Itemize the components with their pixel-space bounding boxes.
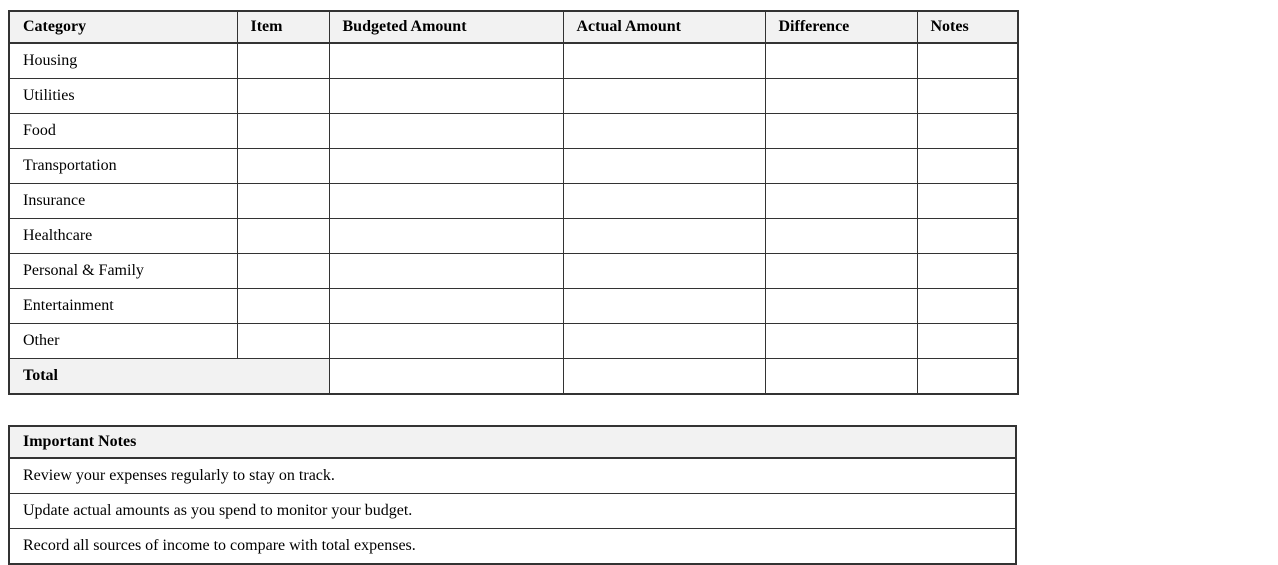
total-notes-cell[interactable] <box>917 359 1018 395</box>
important-notes-table <box>8 425 1017 565</box>
note-text: Update actual amounts as you spend to monitor your budget. <box>9 494 1016 529</box>
actual-amount-cell[interactable] <box>563 79 765 114</box>
item-cell[interactable] <box>237 324 329 359</box>
difference-cell[interactable] <box>765 149 917 184</box>
difference-cell[interactable] <box>765 114 917 149</box>
item-cell[interactable] <box>237 79 329 114</box>
actual-amount-cell[interactable] <box>563 219 765 254</box>
column-header-item: Item <box>237 11 329 43</box>
budgeted-amount-cell[interactable] <box>329 43 563 79</box>
item-cell[interactable] <box>237 289 329 324</box>
notes-cell[interactable] <box>917 324 1018 359</box>
budget-row-utilities <box>9 79 1018 114</box>
notes-cell[interactable] <box>917 219 1018 254</box>
note-row <box>9 458 1016 494</box>
column-header-category: Category <box>9 11 237 43</box>
budget-table <box>8 10 1019 395</box>
budget-row-personal-family <box>9 254 1018 289</box>
item-cell[interactable] <box>237 184 329 219</box>
actual-amount-cell[interactable] <box>563 114 765 149</box>
item-cell[interactable] <box>237 43 329 79</box>
category-cell: Healthcare <box>9 219 237 254</box>
notes-cell[interactable] <box>917 184 1018 219</box>
total-label-cell: Total <box>9 359 329 395</box>
category-cell: Insurance <box>9 184 237 219</box>
total-difference-cell[interactable] <box>765 359 917 395</box>
budgeted-amount-cell[interactable] <box>329 254 563 289</box>
item-cell[interactable] <box>237 149 329 184</box>
budget-header-row <box>9 11 1018 43</box>
actual-amount-cell[interactable] <box>563 43 765 79</box>
column-header-notes: Notes <box>917 11 1018 43</box>
category-cell: Food <box>9 114 237 149</box>
document-page <box>8 10 1017 565</box>
note-text: Review your expenses regularly to stay on track. <box>9 458 1016 494</box>
difference-cell[interactable] <box>765 184 917 219</box>
difference-cell[interactable] <box>765 219 917 254</box>
category-cell: Entertainment <box>9 289 237 324</box>
total-actual-amount-cell[interactable] <box>563 359 765 395</box>
item-cell[interactable] <box>237 254 329 289</box>
notes-cell[interactable] <box>917 114 1018 149</box>
budget-row-entertainment <box>9 289 1018 324</box>
actual-amount-cell[interactable] <box>563 184 765 219</box>
difference-cell[interactable] <box>765 43 917 79</box>
budgeted-amount-cell[interactable] <box>329 184 563 219</box>
notes-cell[interactable] <box>917 79 1018 114</box>
budget-row-other <box>9 324 1018 359</box>
notes-header-row <box>9 426 1016 458</box>
note-row <box>9 529 1016 565</box>
budgeted-amount-cell[interactable] <box>329 79 563 114</box>
notes-cell[interactable] <box>917 254 1018 289</box>
category-cell: Transportation <box>9 149 237 184</box>
difference-cell[interactable] <box>765 79 917 114</box>
category-cell: Utilities <box>9 79 237 114</box>
notes-header: Important Notes <box>9 426 1016 458</box>
budget-row-transportation <box>9 149 1018 184</box>
actual-amount-cell[interactable] <box>563 149 765 184</box>
budget-row-insurance <box>9 184 1018 219</box>
difference-cell[interactable] <box>765 289 917 324</box>
note-row <box>9 494 1016 529</box>
actual-amount-cell[interactable] <box>563 289 765 324</box>
category-cell: Housing <box>9 43 237 79</box>
budgeted-amount-cell[interactable] <box>329 114 563 149</box>
budget-row-food <box>9 114 1018 149</box>
budgeted-amount-cell[interactable] <box>329 219 563 254</box>
item-cell[interactable] <box>237 219 329 254</box>
column-header-actual-amount: Actual Amount <box>563 11 765 43</box>
column-header-difference: Difference <box>765 11 917 43</box>
notes-cell[interactable] <box>917 289 1018 324</box>
budget-total-row <box>9 359 1018 395</box>
budgeted-amount-cell[interactable] <box>329 149 563 184</box>
column-header-budgeted-amount: Budgeted Amount <box>329 11 563 43</box>
notes-cell[interactable] <box>917 43 1018 79</box>
budgeted-amount-cell[interactable] <box>329 324 563 359</box>
difference-cell[interactable] <box>765 254 917 289</box>
actual-amount-cell[interactable] <box>563 324 765 359</box>
category-cell: Personal & Family <box>9 254 237 289</box>
budgeted-amount-cell[interactable] <box>329 289 563 324</box>
budget-row-healthcare <box>9 219 1018 254</box>
item-cell[interactable] <box>237 114 329 149</box>
notes-cell[interactable] <box>917 149 1018 184</box>
category-cell: Other <box>9 324 237 359</box>
budget-row-housing <box>9 43 1018 79</box>
total-budgeted-amount-cell[interactable] <box>329 359 563 395</box>
note-text: Record all sources of income to compare with total expenses. <box>9 529 1016 565</box>
difference-cell[interactable] <box>765 324 917 359</box>
actual-amount-cell[interactable] <box>563 254 765 289</box>
